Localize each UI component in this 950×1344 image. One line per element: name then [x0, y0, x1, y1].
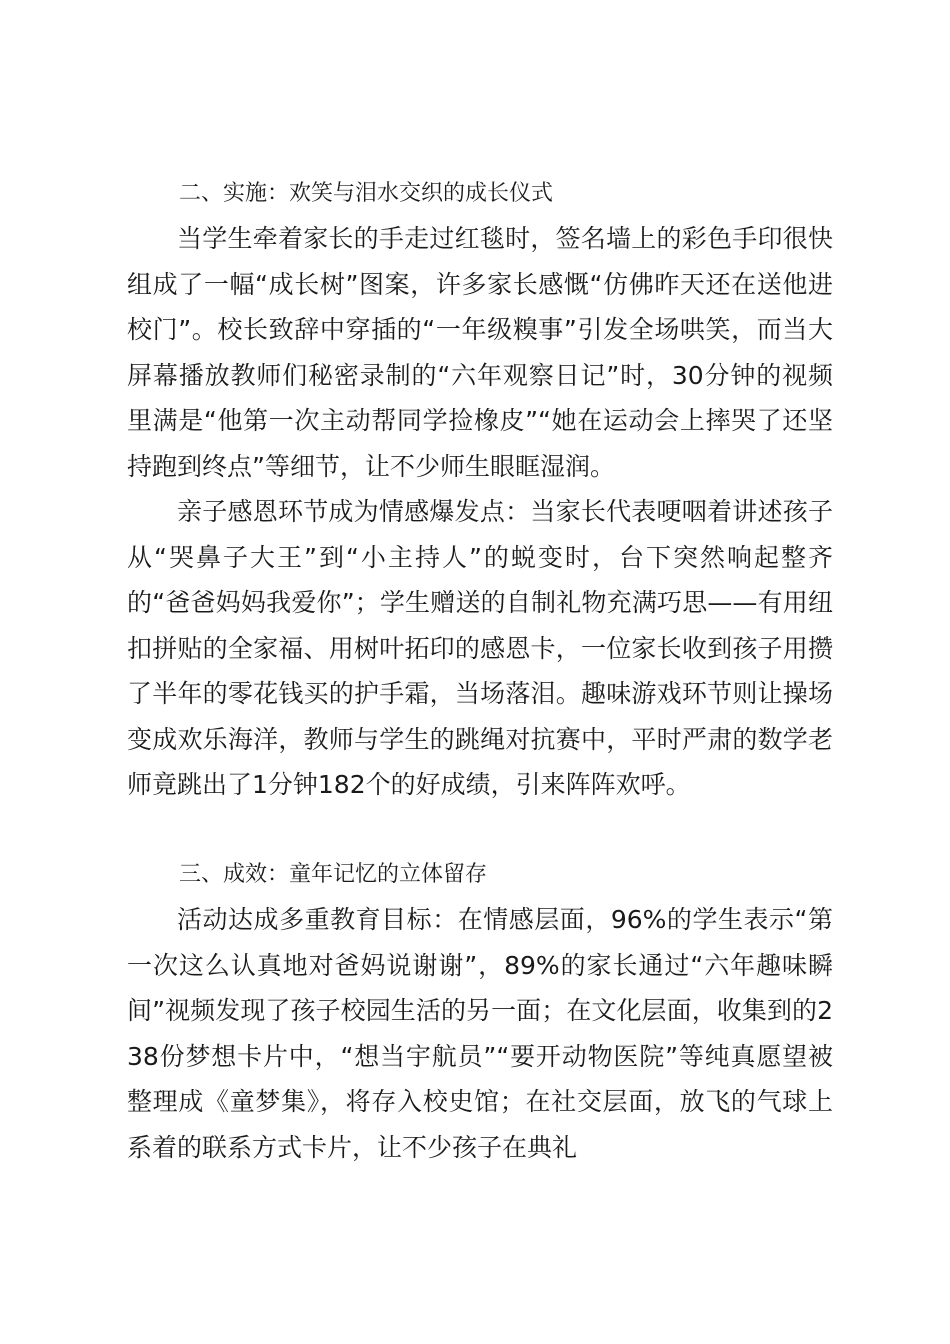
section-heading-implementation: 二、实施：欢笑与泪水交织的成长仪式	[179, 181, 554, 206]
section-heading-results: 三、成效：童年记忆的立体留存	[179, 862, 488, 887]
paragraph-gratitude: 亲子感恩环节成为情感爆发点：当家长代表哽咽着讲述孩子从“哭鼻子大王”到“小主持人”的蜕变时，台下突然响起整齐的“爸爸妈妈我爱你”；学生赠送的自制礼物充满巧思——有用纽扣拼贴的全家福、用树叶拓印的感恩卡，一位家长收到孩子用攒了半年的零花钱买的护手霜，当场落泪。趣味游戏环节则让操场变成欢乐海洋，教师与学生的跳绳对抗赛中，平时严肃的数学老师竟跳出了1分钟182个的好成绩，引来阵阵欢呼。	[127, 497, 833, 799]
document-body	[127, 172, 833, 1170]
paragraph-outcomes: 活动达成多重教育目标：在情感层面，96%的学生表示“第一次这么认真地对爸妈说谢谢”，89%的家长通过“六年趣味瞬间”视频发现了孩子校园生活的另一面；在文化层面，收集到的238份梦想卡片中，“想当宇航员”“要开动物医院”等纯真愿望被整理成《童梦集》，将存入校史馆；在社交层面，放飞的气球上系着的联系方式卡片，让不少孩子在典礼	[127, 905, 833, 1162]
paragraph-ceremony: 当学生牵着家长的手走过红毯时，签名墙上的彩色手印很快组成了一幅“成长树”图案，许多家长感慨“仿佛昨天还在送他进校门”。校长致辞中穿插的“一年级糗事”引发全场哄笑，而当大屏幕播放教师们秘密录制的“六年观察日记”时，30分钟的视频里满是“他第一次主动帮同学捡橡皮”“她在运动会上摔哭了还坚持跑到终点”等细节，让不少师生眼眶湿润。	[127, 224, 833, 481]
